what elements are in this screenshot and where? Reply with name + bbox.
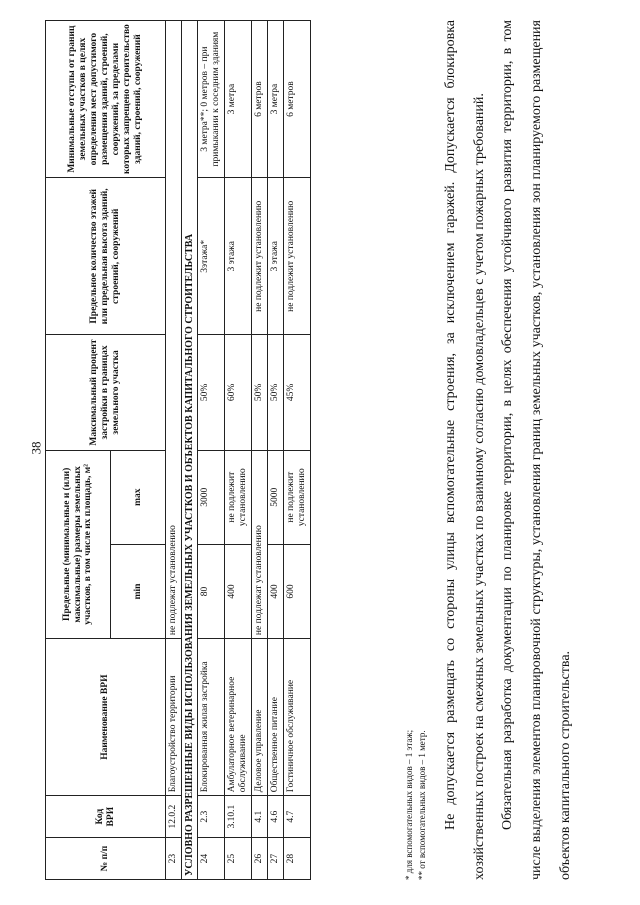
header-max: max: [111, 450, 166, 544]
row-size-merged: не подлежат установлению: [252, 450, 268, 639]
row-max: 5000: [268, 450, 284, 544]
row-min: 400: [268, 544, 284, 638]
row-name: Блокированная жилая застройка: [198, 639, 225, 796]
row-name: Благоустройство территории: [166, 639, 182, 796]
table-row: [283, 21, 310, 880]
row-num: 28: [283, 838, 310, 880]
row-min: 400: [225, 544, 252, 638]
row-setback: 3 метра**; 0 метров – при примыкании к соседним зданиям: [198, 21, 225, 178]
footnotes: [403, 730, 428, 880]
row-setback: 6 метров: [283, 21, 310, 178]
row-floors: 3этажа*: [198, 178, 225, 335]
row-num: 27: [268, 838, 284, 880]
body-text: [437, 20, 580, 880]
row-percent: 45%: [283, 335, 310, 450]
row-code: 4.1: [252, 796, 268, 838]
header-code: Код ВРИ: [46, 796, 166, 838]
row-max: 3000: [198, 450, 225, 544]
row-floors: не подлежит установлению: [283, 178, 310, 335]
row-floors: 3 этажа: [268, 178, 284, 335]
table-row: [252, 21, 268, 880]
row-max: не подлежит установлению: [283, 450, 310, 544]
footnote: ** от вспомогательных видов – 1 метр.: [416, 730, 427, 880]
row-code: 3.10.1: [225, 796, 252, 838]
table-row: [225, 21, 252, 880]
row-percent: 50%: [252, 335, 268, 450]
row-code: 12.0.2: [166, 796, 182, 838]
section-row: [181, 21, 198, 880]
header-sizes: Предельные (минимальные и (или) максимальные) размеры земельных участков, в том числе их площадь, м²: [46, 450, 111, 639]
row-num: 25: [225, 838, 252, 880]
page-number: 38: [28, 441, 44, 455]
row-percent: 50%: [198, 335, 225, 450]
table-header-row: [46, 21, 111, 880]
table-row: [268, 21, 284, 880]
row-max: не подлежит установлению: [225, 450, 252, 544]
header-min: min: [111, 544, 166, 638]
header-setbacks: Минимальные отступы от границ земельных участков в целях определения мест допустимого размещения зданий, строений, сооружений, за пределами которых запрещено строительство зданий, строений, сооружений: [46, 21, 166, 178]
row-code: 2.3: [198, 796, 225, 838]
header-num: № п/п: [46, 838, 166, 880]
row-setback: 3 метра: [268, 21, 284, 178]
row-percent: 50%: [268, 335, 284, 450]
header-name: Наименование ВРИ: [46, 639, 166, 796]
row-num: 26: [252, 838, 268, 880]
row-code: 4.6: [268, 796, 284, 838]
row-percent: 60%: [225, 335, 252, 450]
section-title: УСЛОВНО РАЗРЕШЕННЫЕ ВИДЫ ИСПОЛЬЗОВАНИЯ ЗЕМЕЛЬНЫХ УЧАСТКОВ И ОБЪЕКТОВ КАПИТАЛЬНОГО СТРОИТЕЛЬСТВА: [181, 21, 198, 880]
row-floors: 3 этажа: [225, 178, 252, 335]
row-name: Гостиничное обслуживание: [283, 639, 310, 796]
row-code: 4.7: [283, 796, 310, 838]
footnote: * для вспомогательных видов – 1 этаж;: [404, 729, 414, 880]
rotated-page-content: [45, 20, 605, 880]
row-merged-value: не подлежат установлению: [166, 21, 182, 639]
row-min: 80: [198, 544, 225, 638]
row-setback: 3 метра: [225, 21, 252, 178]
row-name: Деловое управление: [252, 639, 268, 796]
table-row: [166, 21, 182, 880]
row-name: Общественное питание: [268, 639, 284, 796]
row-num: 24: [198, 838, 225, 880]
row-num: 23: [166, 838, 182, 880]
table-row: [198, 21, 225, 880]
paragraph: Не допускается размещать со стороны улицы вспомогательные строения, за исключением гаражей. Допускается блокировка хозяйственных построек на смежных земельных участках по взаимному согласию домовладельцев с учетом пожарных требований.: [443, 20, 487, 880]
row-setback: 6 метров: [252, 21, 268, 178]
row-floors: не подлежит установлению: [252, 178, 268, 335]
header-floors: Предельное количество этажей или предельная высота зданий, строений, сооружений: [46, 178, 166, 335]
row-min: 600: [283, 544, 310, 638]
zoning-table: [45, 20, 311, 880]
row-name: Амбулаторное ветеринарное обслуживание: [225, 639, 252, 796]
paragraph: Обязательная разработка документации по планировке территории, в целях обеспечения устойчивого развития территории, в том числе выделения элементов планировочной структуры, установления границ земельных участков, установления зон планируемого размещения объектов капитального строительства.: [500, 20, 573, 880]
header-percent: Максимальный процент застройки в границах земельного участка: [46, 335, 166, 450]
